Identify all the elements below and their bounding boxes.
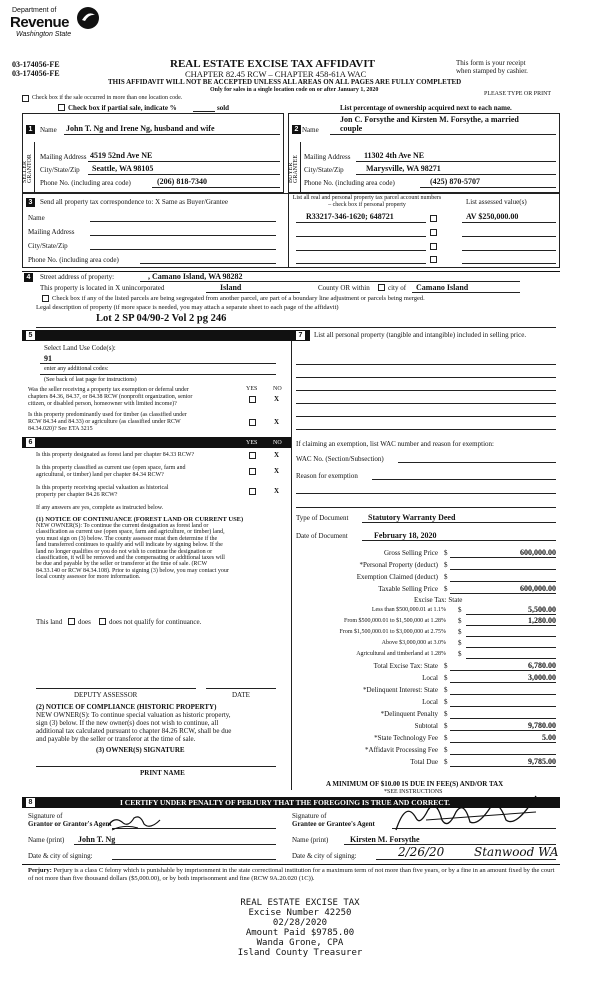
land-use-label: Select Land Use Code(s): (44, 344, 116, 352)
logo-name: Revenue (10, 14, 70, 31)
land-does-label: does (78, 618, 91, 626)
seller-city[interactable]: Seattle, WA 98105 (92, 164, 154, 173)
print-name-label: PRINT NAME (140, 769, 185, 777)
buyer-phone-label: Phone No. (including area code) (304, 179, 395, 187)
stamp-line-1: REAL ESTATE EXCISE TAX (240, 898, 360, 908)
processing-fee-label: *Affidavit Processing Fee (365, 746, 438, 754)
stamp-line-4: Amount Paid $9785.00 (245, 928, 355, 938)
see-instructions: *SEE INSTRUCTIONS (384, 789, 443, 795)
see-back-note: (See back of last page for instructions) (44, 377, 137, 383)
bracket-2-label: From $500,000.01 to $1,500,000 at 1.28% (344, 618, 446, 624)
stamp-line-3: 02/28/2020 (272, 918, 328, 928)
land-does-checkbox[interactable] (68, 618, 75, 625)
seller-name[interactable]: John T. Ng and Irene Ng, husband and wife (66, 124, 215, 133)
parcel-personal-checkbox-2[interactable] (430, 229, 437, 236)
buyer-name-line1[interactable]: Jon C. Forsythe and Kirsten M. Forsythe, a married (340, 115, 519, 124)
bracket-5-label: Agricultural and timberland at 1.28% (356, 651, 446, 657)
additional-codes-label: enter any additional codes: (44, 366, 109, 372)
only-for-note: Only for sales in a single location code on or after January 1, 2020 (210, 87, 379, 93)
multi-location-label: Check box if the sale occurred in more than one location code. (32, 95, 183, 101)
notice2-line1: NEW OWNER(S): To continue special valuation as historic property, (36, 711, 231, 719)
notice1-line1: NEW OWNER(S): To continue the current designation as forest land or (36, 523, 209, 529)
gross-price-value[interactable]: 600,000.00 (520, 548, 556, 557)
located-prefix: This property is located in X unincorporated (40, 284, 165, 292)
q5-1-line3: citizen, or disabled person, homeowner with limited income)? (28, 401, 177, 407)
type-or-print: PLEASE TYPE OR PRINT (484, 91, 552, 97)
notice2-line2: sign (3) below. If the new owner(s) does not wish to continue, all (36, 719, 219, 727)
technology-fee-value[interactable]: 5.00 (542, 733, 556, 742)
buyer-address[interactable]: 11302 4th Ave NE (364, 151, 425, 160)
seller-phone-label: Phone No. (including area code) (40, 179, 131, 187)
doc-type[interactable]: Statutory Warranty Deed (368, 513, 456, 522)
dollar-sign: $ (444, 662, 448, 670)
yes-header-5: YES (246, 386, 258, 392)
section-7-number: 7 (296, 331, 305, 340)
segregated-label: Check box if any of the listed parcels are being segregated from another parcel, are part of a boundary line adjustment or parcels being merged. (52, 295, 425, 302)
buyer-phone[interactable]: (425) 870-5707 (430, 177, 480, 186)
doc-type-label: Type of Document (296, 514, 349, 522)
grantor-date-line[interactable] (112, 859, 276, 860)
dollar-sign: $ (444, 674, 448, 682)
partial-sale-sold: sold (217, 104, 230, 112)
receipt-note-1: This form is your receipt (456, 59, 526, 67)
legal-label: Legal description of property (if more space is needed, you may attach a separate sheet to each page of the affidavit) (36, 304, 339, 311)
q5-2-line1: Is this property predominantly used for timber (as classified under (28, 412, 187, 418)
bracket-1-label: Less than $500,000.01 at 1.1% (371, 607, 446, 613)
assessed-header: List assessed value(s) (466, 198, 527, 206)
notice1-title: (1) NOTICE OF CONTINUANCE (FOREST LAND OR CURRENT USE) (36, 516, 244, 523)
q5-2-answer[interactable]: X (274, 418, 280, 426)
excise-state-label: Excise Tax: State (414, 596, 463, 604)
q5-1-line1: Was the seller receiving a property tax exemption or deferral under (28, 387, 189, 393)
owner-signature-line[interactable] (36, 766, 276, 767)
subtotal-label: Subtotal (414, 722, 438, 730)
dollar-sign: $ (444, 585, 448, 593)
multi-location-checkbox[interactable] (22, 95, 29, 102)
logo-dept: Department of (12, 7, 57, 14)
dollar-sign: $ (458, 617, 462, 625)
buyer-name-label: Name (302, 126, 319, 134)
dollar-sign: $ (458, 628, 462, 636)
segregated-checkbox[interactable] (42, 295, 49, 302)
partial-sale-checkbox[interactable] (58, 104, 65, 111)
notice2-title: (2) NOTICE OF COMPLIANCE (HISTORIC PROPERTY) (36, 703, 217, 711)
total-due-label: Total Due (410, 758, 438, 766)
parcel-number[interactable]: R33217-346-1620; 648721 (306, 212, 394, 221)
q6-3-line1: Is this property receiving special valuation as historical (36, 485, 169, 491)
dollar-sign: $ (444, 549, 448, 557)
certify-statement: I CERTIFY UNDER PENALTY OF PERJURY THAT THE FOREGOING IS TRUE AND CORRECT. (120, 798, 451, 807)
perjury-text: Perjury is a class C felony which is punishable by imprisonment in the state correctional institution for a maximum term of not more than five years, or by a fine in an amount fixed by the court of not more than five thousand dollars ($5,000.00), or by both imprisonment and fine (RCW 9A.20.020 (1C)). (28, 867, 555, 882)
dollar-sign: $ (444, 561, 448, 569)
stamp-line-5: Wanda Grone, CPA (256, 938, 344, 948)
doc-date[interactable]: February 18, 2020 (374, 531, 437, 540)
land-use-code[interactable]: 91 (44, 354, 52, 363)
gross-price-label: Gross Selling Price (383, 549, 438, 557)
form-warning: THIS AFFIDAVIT WILL NOT BE ACCEPTED UNLESS ALL AREAS ON ALL PAGES ARE FULLY COMPLETED (108, 78, 462, 86)
section-3-number: 3 (26, 198, 35, 207)
perjury-label: Perjury: (28, 867, 52, 874)
yes-header-6: YES (246, 440, 258, 446)
corr-address-label: Mailing Address (28, 228, 75, 236)
grantor-date-label: Date & city of signing: (28, 852, 93, 860)
total-excise-state-label: Total Excise Tax: State (373, 662, 438, 670)
q6-2-line2: agricultural, or timber) land per chapter 84.34 RCW? (36, 472, 164, 478)
notice1-line6: classification, it will be removed and the compensating or additional taxes will (36, 555, 225, 561)
q5-2-line3: 84.34.020)? See ETA 3215 (28, 426, 93, 432)
form-code-2: 03-174056-FE (12, 69, 60, 78)
q5-1-line2: chapters 84.36, 84.37, or 84.38 RCW (nonprofit organization, senior (28, 394, 193, 400)
notice1-line9: local county assessor for more information. (36, 574, 141, 581)
corr-phone-label: Phone No. (including area code) (28, 256, 119, 264)
grantor-sig-label-2: Grantor or Grantor's Agent (28, 820, 112, 828)
q6-1-answer[interactable]: X (274, 451, 280, 459)
minimum-due-note: A MINIMUM OF $10.00 IS DUE IN FEE(S) AND/OR TAX (326, 780, 504, 788)
q6-2-line1: Is this property classified as current use (open space, farm and (36, 465, 186, 471)
grantee-date-line (376, 859, 556, 860)
no-header-5: NO (273, 386, 282, 392)
section-8-number: 8 (26, 798, 35, 807)
bracket-3-label: From $1,500,000.01 to $3,000,000 at 2.75% (339, 629, 446, 635)
dollar-sign: $ (444, 734, 448, 742)
stamp-line-6: Island County Treasurer (237, 948, 363, 958)
grantee-sig-label-1: Signature of (292, 812, 327, 820)
correspondence-header: Send all property tax correspondence to: X Same as Buyer/Grantee (40, 198, 228, 206)
no-header-6: NO (273, 440, 282, 446)
q6-2-yes-checkbox[interactable] (249, 468, 256, 475)
buyer-address-label: Mailing Address (304, 153, 351, 161)
seller-city-label: City/State/Zip (40, 166, 80, 174)
reason-label: Reason for exemption (296, 472, 358, 480)
assessed-value[interactable]: AV $250,000.00 (466, 212, 519, 221)
ownership-note: List percentage of ownership acquired next to each name. (340, 104, 512, 112)
delinquent-penalty-label: *Delinquent Penalty (380, 710, 438, 718)
grantee-date-label: Date & city of signing: (292, 852, 357, 860)
form-code-1: 03-174056-FE (12, 60, 60, 69)
assessor-date-label: DATE (232, 691, 250, 699)
exemption-header: If claiming an exemption, list WAC number and reason for exemption: (296, 440, 494, 448)
located-place[interactable]: Island (220, 283, 242, 292)
notice1-line2: classification as current use (open space, farm and agriculture, or timber) land, (36, 529, 225, 536)
dollar-sign: $ (444, 722, 448, 730)
seller-phone[interactable]: (206) 818-7340 (157, 177, 207, 186)
receipt-note-2: when stamped by cashier. (456, 67, 528, 75)
dollar-sign: $ (458, 650, 462, 658)
dollar-sign: $ (444, 573, 448, 581)
legal-description[interactable]: Lot 2 SP 04/90-2 Vol 2 pg 246 (96, 313, 227, 324)
grantor-signature-icon (104, 812, 164, 834)
q6-3-line2: property per chapter 84.26 RCW? (36, 492, 118, 498)
q6-2-answer[interactable]: X (274, 467, 280, 475)
buyer-city[interactable]: Marysville, WA 98271 (366, 164, 441, 173)
delinquent-interest-local-label: Local (422, 698, 438, 706)
deputy-assessor-label: DEPUTY ASSESSOR (74, 691, 138, 699)
section-6-number: 6 (26, 438, 35, 447)
parcel-header: List all real and personal property tax parcel account numbers – check box if personal property (292, 195, 442, 208)
dollar-sign: $ (444, 710, 448, 718)
corr-city-label: City/State/Zip (28, 242, 68, 250)
dollar-sign: $ (458, 639, 462, 647)
dollar-sign: $ (444, 686, 448, 694)
notice1-line4: land transferred continues to qualify and will indicate by signing below. If the (36, 542, 223, 549)
notice1-line7: be due and payable by the seller or transferor at the time of sale. (RCW (36, 561, 208, 568)
doc-date-label: Date of Document (296, 532, 348, 540)
section-2-number: 2 (292, 125, 301, 134)
q6-1: Is this property designated as forest land per chapter 84.33 RCW? (36, 452, 195, 458)
personal-property-header: List all personal property (tangible and intangible) included in selling price. (314, 331, 527, 339)
seller-side-label: SELLER GRANTOR (22, 154, 33, 183)
q6-3-yes-checkbox[interactable] (249, 488, 256, 495)
q6-3-answer[interactable]: X (274, 487, 280, 495)
dollar-sign: $ (444, 746, 448, 754)
dollar-sign: $ (444, 758, 448, 766)
if-yes-note: If any answers are yes, complete as instructed below. (36, 505, 164, 511)
land-does-not-checkbox[interactable] (99, 618, 106, 625)
grantor-sig-label-1: Signature of (28, 812, 63, 820)
parcel-personal-checkbox-1[interactable] (430, 215, 437, 222)
q5-1-answer[interactable]: X (274, 395, 280, 403)
seller-name-label: Name (40, 126, 57, 134)
excise-local-value[interactable]: 3,000.00 (528, 673, 556, 682)
revenue-logo-icon (76, 6, 100, 30)
notice1-line3: you must sign on (3) below. The county assessor must then determine if the (36, 535, 218, 542)
delinquent-interest-state-label: *Delinquent Interest: State (362, 686, 438, 694)
q5-2-line2: RCW 84.34 and 84.33) or agriculture (as classified under RCW (28, 419, 181, 425)
section-4-number: 4 (24, 273, 33, 282)
city-of-checkbox[interactable] (378, 284, 385, 291)
parcel-personal-checkbox-3[interactable] (430, 243, 437, 250)
partial-sale-label: Check box if partial sale, indicate % (68, 104, 177, 112)
parcel-personal-checkbox-4[interactable] (430, 256, 437, 263)
personal-property-label: *Personal Property (deduct) (359, 561, 438, 569)
notice1-line5: land no longer qualifies or you do not wish to continue the designation or (36, 548, 213, 555)
perjury-notice (28, 867, 558, 883)
total-due-value[interactable]: 9,785.00 (528, 757, 556, 766)
seller-address[interactable]: 4519 52nd Ave NE (90, 151, 153, 160)
wac-label: WAC No. (Section/Subsection) (296, 455, 384, 463)
q5-1-yes-checkbox[interactable] (249, 396, 256, 403)
technology-fee-label: *State Technology Fee (374, 734, 438, 742)
grantor-name[interactable]: John T. Ng (78, 835, 116, 844)
grantee-name-label: Name (print) (292, 836, 329, 844)
grantee-sig-label-2: Grantee or Grantee's Agent (292, 820, 375, 828)
grantee-city[interactable]: Stanwood WA (474, 845, 559, 859)
notice1-line8: 84.33.140 or RCW 84.34.108). Prior to signing (3) below, you may contact your (36, 567, 229, 574)
dollar-sign: $ (444, 698, 448, 706)
land-does-not-label: does not qualify for continuance. (109, 618, 202, 626)
street-label: Street address of property: (40, 273, 115, 281)
logo-state: Washington State (16, 31, 72, 38)
notice2-line3: additional tax calculated pursuant to chapter 84.26 RCW, shall be due (36, 727, 232, 735)
section-5-number: 5 (26, 331, 35, 340)
section-1-number: 1 (26, 125, 35, 134)
buyer-name-line2[interactable]: couple (340, 124, 363, 133)
bracket-2-value[interactable]: 1,280.00 (528, 616, 556, 625)
stamp-line-2: Excise Number 42250 (248, 908, 352, 918)
exemption-claimed-label: Exemption Claimed (deduct) (356, 573, 438, 581)
county-label: County OR within (318, 284, 370, 292)
street-address[interactable]: , Camano Island, WA 98282 (148, 272, 243, 281)
form-subtitle: CHAPTER 82.45 RCW – CHAPTER 458-61A WAC (185, 69, 367, 79)
q6-1-yes-checkbox[interactable] (249, 452, 256, 459)
grantee-signature-icon (386, 790, 556, 834)
subtotal-value[interactable]: 9,780.00 (528, 721, 556, 730)
property-city[interactable]: Camano Island (416, 283, 469, 292)
owner-signature-label: (3) OWNER(S) SIGNATURE (96, 746, 185, 754)
seller-address-label: Mailing Address (40, 153, 87, 161)
grantee-name[interactable]: Kirsten M. Forsythe (350, 835, 420, 844)
grantor-name-label: Name (print) (28, 836, 65, 844)
notice2-line4: and payable by the seller or transferor at the time of sale. (36, 735, 196, 743)
buyer-city-label: City/State/Zip (304, 166, 344, 174)
bracket-4-label: Above $3,000,000 at 3.0% (381, 640, 446, 646)
total-excise-state-value[interactable]: 6,780.00 (528, 661, 556, 670)
q5-2-yes-checkbox[interactable] (249, 419, 256, 426)
form-title: REAL ESTATE EXCISE TAX AFFIDAVIT (170, 58, 375, 70)
buyer-side-label: BUYER GRANTEE (288, 155, 299, 183)
this-land-label: This land (36, 618, 63, 626)
corr-name-label: Name (28, 214, 45, 222)
grantee-date[interactable]: 2/26/20 (398, 845, 445, 859)
city-of-label: city of (388, 284, 407, 292)
dollar-sign: $ (458, 606, 462, 614)
taxable-price-label: Taxable Selling Price (378, 585, 438, 593)
excise-local-label: Local (422, 674, 438, 682)
taxable-price-value[interactable]: 600,000.00 (520, 584, 556, 593)
bracket-1-value[interactable]: 5,500.00 (528, 605, 556, 614)
